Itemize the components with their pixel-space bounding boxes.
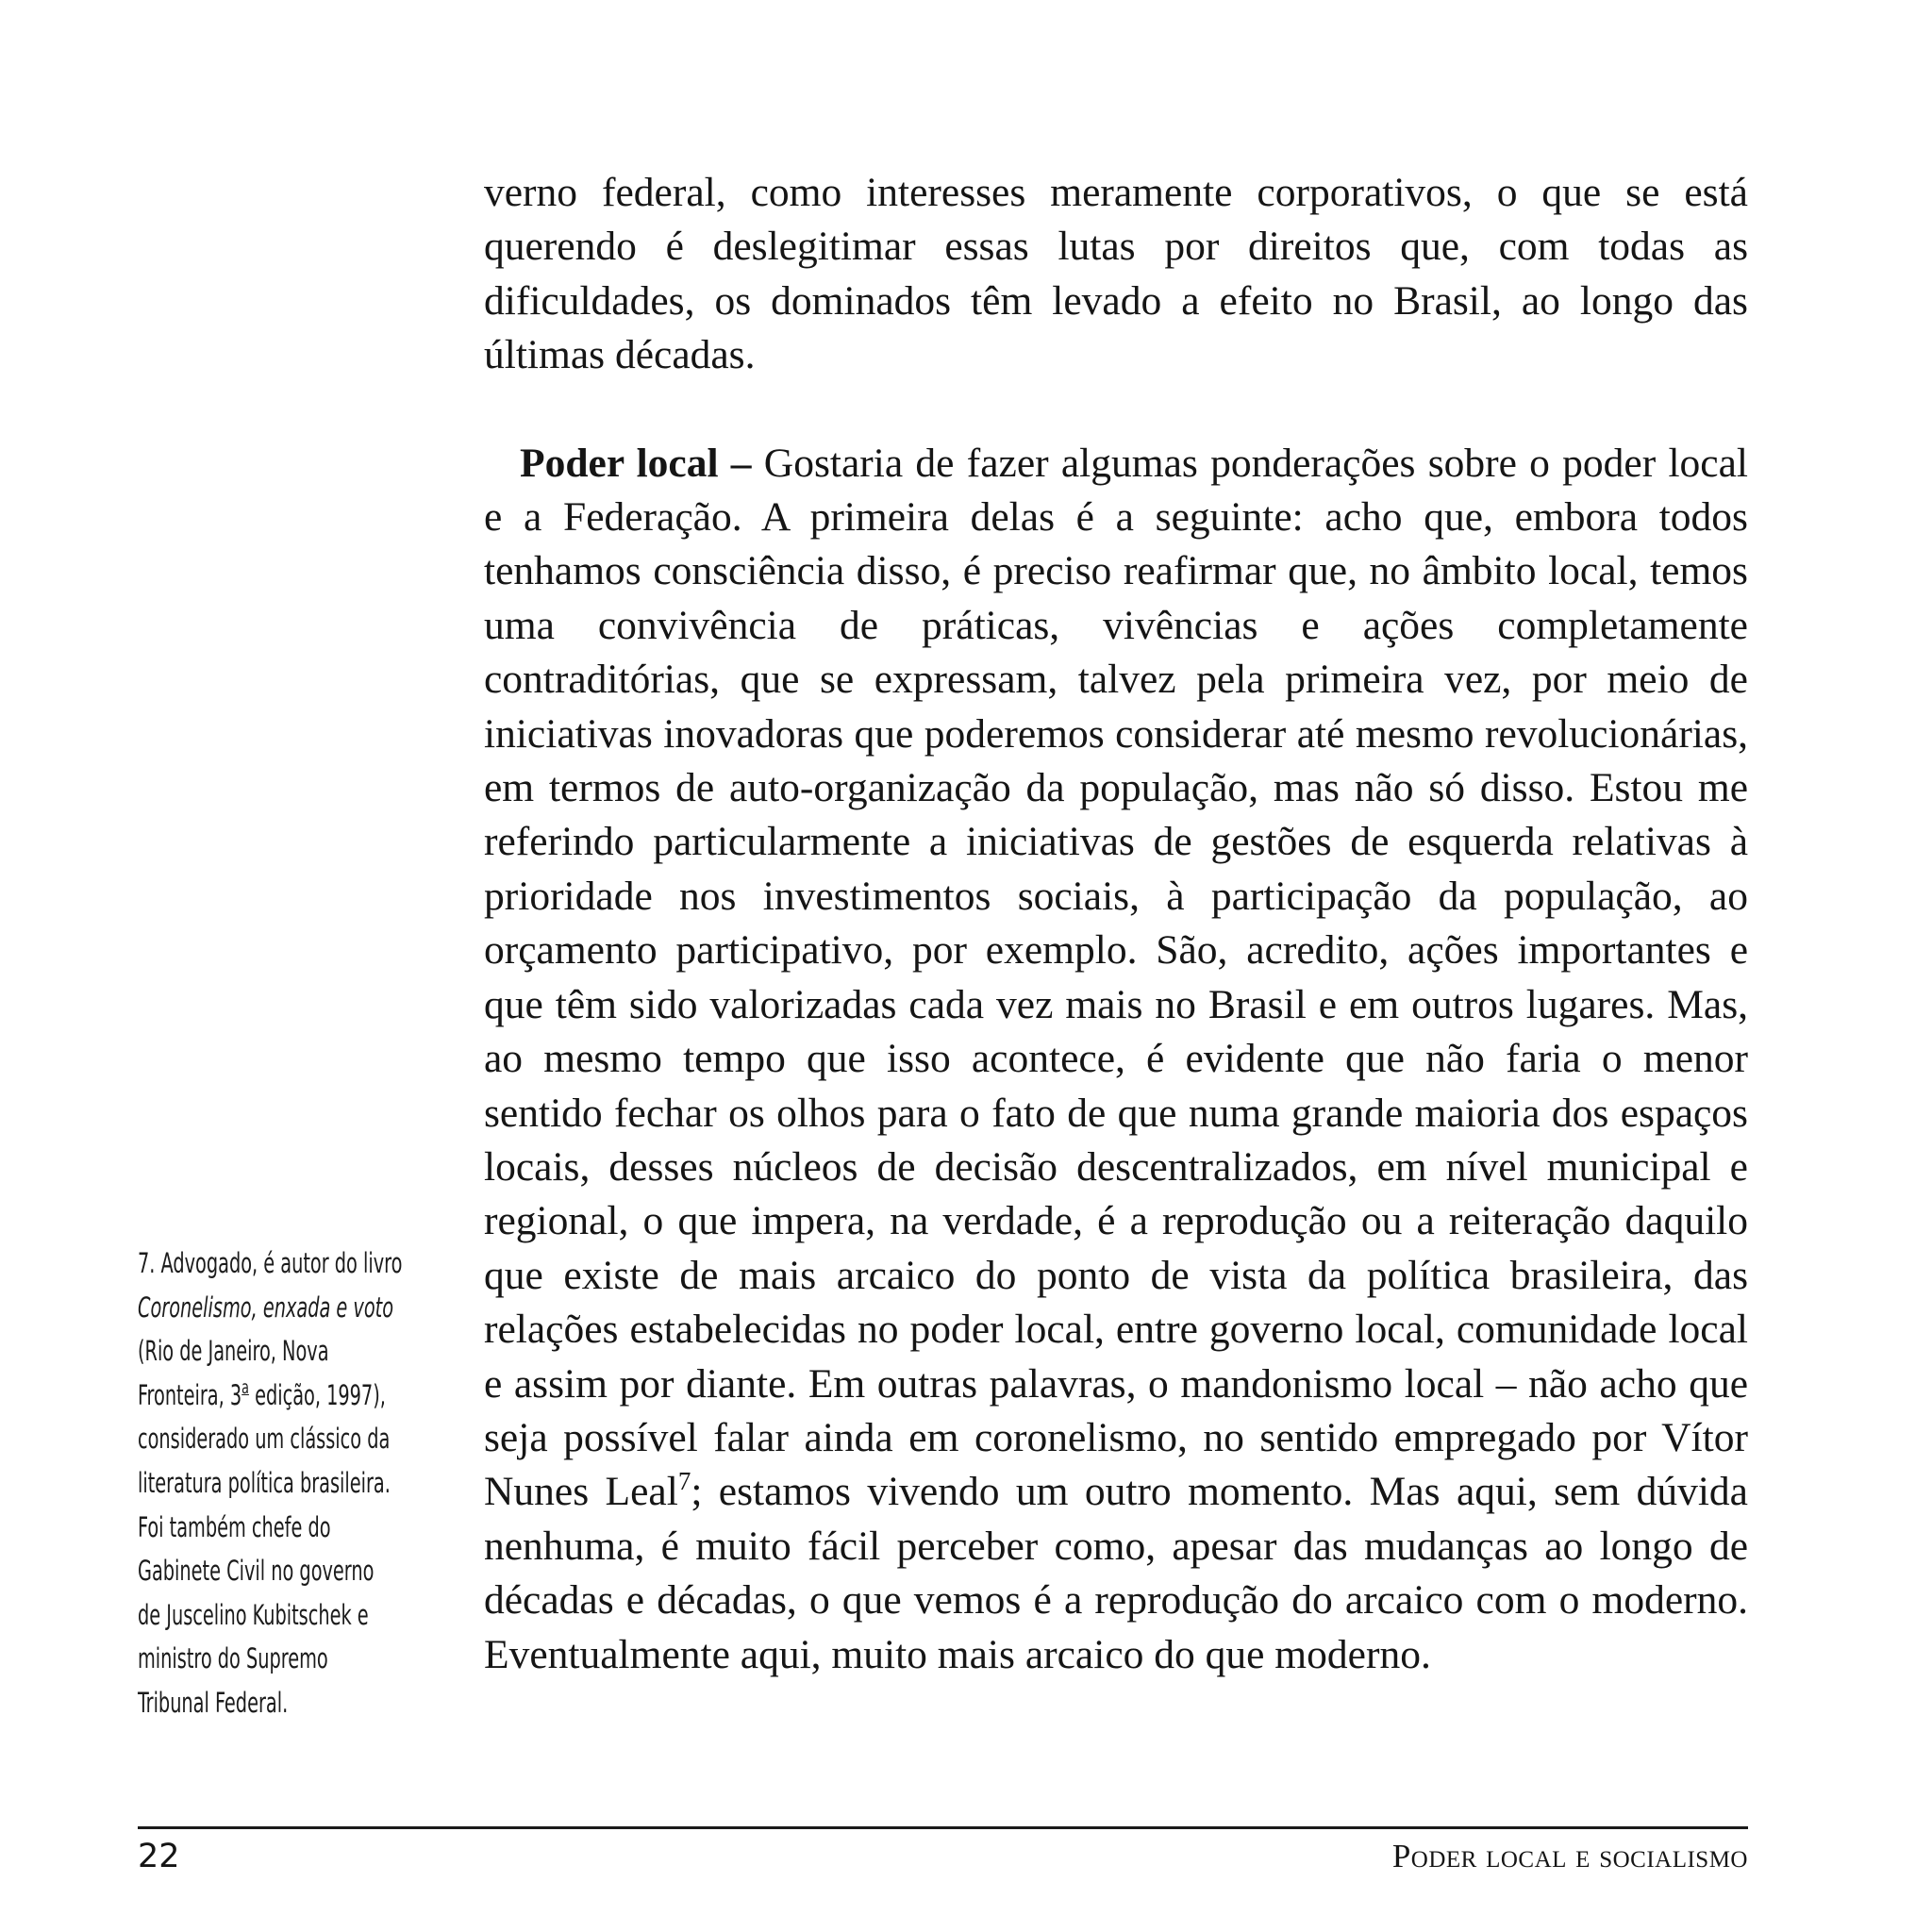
- footnote-line: (Rio de Janeiro, Nova: [138, 1335, 329, 1368]
- footnote-line: 7. Advogado, é autor do livro: [138, 1247, 403, 1279]
- footnote-line: considerado um clássico da: [138, 1423, 391, 1456]
- footnote-line: ministro do Supremo: [138, 1642, 328, 1675]
- footnote-book-title: [138, 1286, 431, 1330]
- paragraph-continuation: verno federal, como interesses meramente corporativos, o que se está querendo é deslegitimar essas lutas por direitos que, com todas as dificuldades, os dominados têm levado a efeito no Brasil, ao longo das últimas décadas.: [484, 170, 1748, 378]
- footnote-line: de Juscelino Kubitschek e: [138, 1598, 369, 1631]
- page-number: 22: [138, 1838, 180, 1875]
- footnote-line-text: Fronteira, 3: [138, 1378, 242, 1411]
- footnote-line: Tribunal Federal.: [138, 1686, 289, 1719]
- margin-footnote: [138, 1241, 431, 1725]
- paragraph-text-part-1: Gostaria de fazer algumas ponderações sobre o poder local e a Federação. A primeira delas é a seguinte: acho que, embora todos tenhamos consciência disso, é preciso reafirmar que, no âmbito local, temos uma convivência de práticas, vivências e ações completamente contraditórias, que se expressam, talvez pela primeira vez, por meio de iniciativas inovadoras que poderemos considerar até mesmo revolucionárias, em termos de auto-organização da população, mas não só disso. Estou me referindo particularmente a iniciativas de gestões de esquerda relativas à prioridade nos investimentos sociais, à participação da população, ao orçamento participativo, por exemplo. São, acredito, ações importantes e que têm sido valorizadas cada vez mais no Brasil e em outros lugares. Mas, ao mesmo tempo que isso acontece, é evidente que não faria o menor sentido fechar os olhos para o fato de que numa grande maioria dos espaços locais, desses núcleos de decisão descentralizados, em nível municipal e regional, o que impera, na verdade, é a reprodução ou a reiteração daquilo que existe de mais arcaico do ponto de vista da política brasileira, das relações estabelecidas no poder local, entre governo local, comunidade local e assim por diante. Em outras palavras, o mandonismo local – não acho que seja possível falar ainda em coronelismo, no sentido empregado por Vítor Nunes Leal: [484, 440, 1748, 1515]
- footnote-line-text: edição, 1997),: [248, 1378, 386, 1411]
- footnote-line: Foi também chefe do: [138, 1510, 331, 1543]
- footnote-line: Gabinete Civil no governo: [138, 1555, 375, 1588]
- paragraph-poder-local: [484, 437, 1748, 1682]
- footnote-line: [138, 1374, 431, 1418]
- paragraph-text-part-2: ; estamos vivendo um outro momento. Mas aqui, sem dúvida nenhuma, é muito fácil perceber como, apesar das mudanças ao longo de décadas e décadas, o que vemos é a reprodução do arcaico com o moderno. Eventualmente aqui, muito mais arcaico do que moderno.: [484, 1469, 1748, 1677]
- running-title: Poder local e socialismo: [1391, 1838, 1748, 1874]
- footer-divider: [138, 1826, 1748, 1829]
- inline-heading: Poder local –: [520, 440, 752, 486]
- footnote-line: literatura política brasileira.: [138, 1466, 391, 1499]
- body-text: [484, 166, 1748, 1682]
- footnote-reference: 7: [677, 1467, 691, 1496]
- edition-ordinal: a: [242, 1376, 249, 1398]
- footnote-book-title-italic: Coronelismo, enxada e voto: [138, 1291, 394, 1324]
